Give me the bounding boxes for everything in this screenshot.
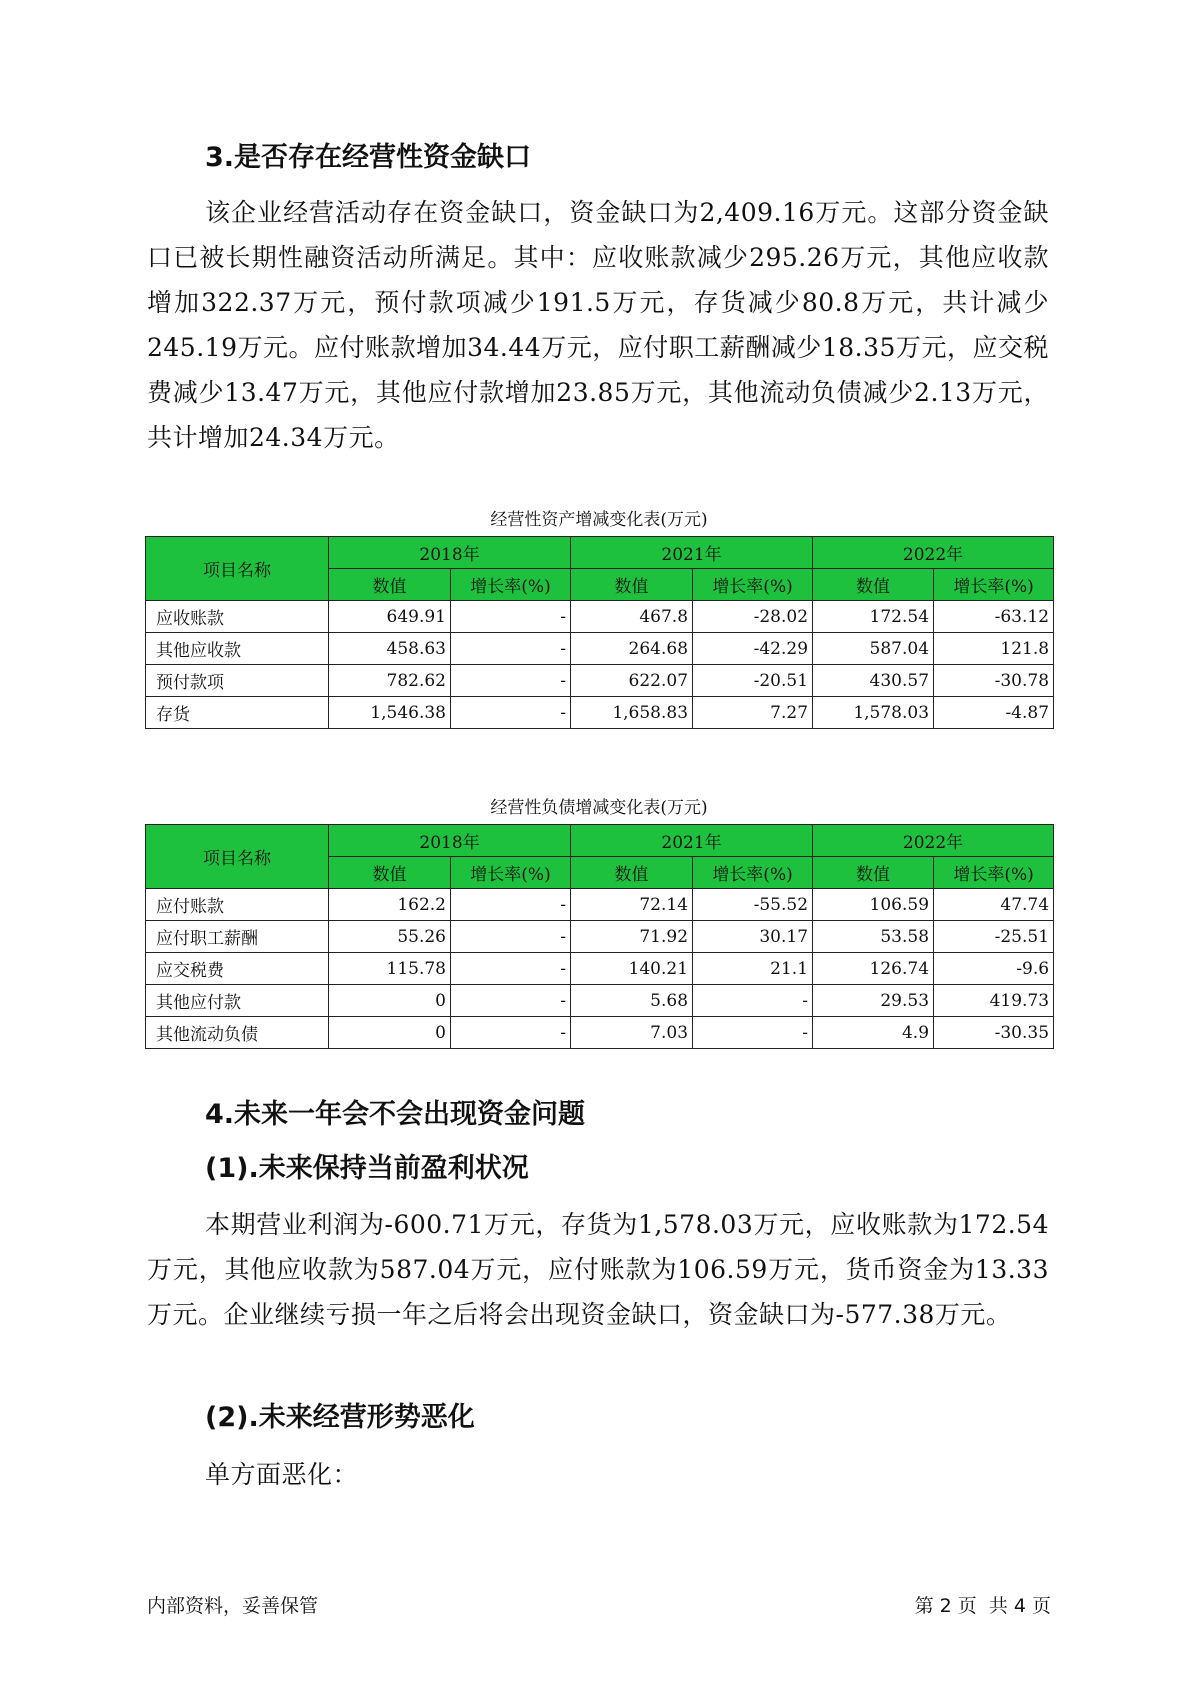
value-header: 数值 (571, 569, 693, 601)
value-header: 数值 (329, 569, 451, 601)
section-4-1-heading: (1).未来保持当前盈利状况 (205, 1153, 529, 1184)
item-name-cell: 存货 (146, 697, 329, 729)
item-name-header: 项目名称 (146, 537, 329, 601)
year-header: 2021年 (571, 825, 813, 857)
item-name-cell: 其他应付款 (146, 985, 329, 1017)
value-cell: 5.68 (571, 985, 693, 1017)
value-cell: 1,578.03 (813, 697, 934, 729)
value-cell: 1,546.38 (329, 697, 451, 729)
growth-rate-cell: -30.78 (934, 665, 1054, 697)
growth-rate-header: 增长率(%) (693, 857, 813, 889)
growth-rate-cell: 121.8 (934, 633, 1054, 665)
value-header: 数值 (571, 857, 693, 889)
growth-rate-header: 增长率(%) (693, 569, 813, 601)
section-4-1-paragraph: 本期营业利润为-600.71万元，存货为1,578.03万元，应收账款为172.54万元，其他应收款为587.04万元，应付账款为106.59万元，货币资金为13.33万元。企业继续亏损一年之后将会出现资金缺口，资金缺口为-577.38万元。 (147, 1210, 1049, 1329)
value-cell: 72.14 (571, 889, 693, 921)
growth-rate-cell: 47.74 (934, 889, 1054, 921)
growth-rate-cell: -42.29 (693, 633, 813, 665)
value-cell: 53.58 (813, 921, 934, 953)
growth-rate-cell: -25.51 (934, 921, 1054, 953)
growth-rate-cell: 7.27 (693, 697, 813, 729)
growth-rate-header: 增长率(%) (934, 569, 1054, 601)
item-name-cell: 其他应收款 (146, 633, 329, 665)
table-row (146, 697, 1054, 729)
item-name-cell: 其他流动负债 (146, 1017, 329, 1049)
value-cell: 172.54 (813, 601, 934, 633)
value-cell: 649.91 (329, 601, 451, 633)
section-4-2-heading: (2).未来经营形势恶化 (205, 1402, 475, 1433)
item-name-cell: 应付账款 (146, 889, 329, 921)
value-cell: 140.21 (571, 953, 693, 985)
value-cell: 1,658.83 (571, 697, 693, 729)
value-header: 数值 (813, 569, 934, 601)
section-4-heading: 4.未来一年会不会出现资金问题 (205, 1099, 586, 1130)
item-name-cell: 应交税费 (146, 953, 329, 985)
value-cell: 264.68 (571, 633, 693, 665)
growth-rate-header: 增长率(%) (451, 857, 571, 889)
table-row (146, 985, 1054, 1017)
growth-rate-cell: - (451, 633, 571, 665)
value-cell: 782.62 (329, 665, 451, 697)
section-3-paragraph: 该企业经营活动存在资金缺口，资金缺口为2,409.16万元。这部分资金缺口已被长期性融资活动所满足。其中：应收账款减少295.26万元，其他应收款增加322.37万元，预付款项减少191.5万元，存货减少80.8万元，共计减少245.19万元。应付账款增加34.44万元，应付职工薪酬减少18.35万元，应交税费减少13.47万元，其他应付款增加23.85万元，其他流动负债减少2.13万元，共计增加24.34万元。 (147, 198, 1049, 452)
section-3-heading: 3.是否存在经营性资金缺口 (205, 142, 532, 173)
growth-rate-cell: - (693, 985, 813, 1017)
growth-rate-cell: 419.73 (934, 985, 1054, 1017)
value-cell: 0 (329, 985, 451, 1017)
growth-rate-cell: 30.17 (693, 921, 813, 953)
value-cell: 55.26 (329, 921, 451, 953)
value-cell: 106.59 (813, 889, 934, 921)
value-cell: 458.63 (329, 633, 451, 665)
growth-rate-cell: -20.51 (693, 665, 813, 697)
growth-rate-cell: - (451, 985, 571, 1017)
value-cell: 622.07 (571, 665, 693, 697)
growth-rate-cell: - (451, 953, 571, 985)
growth-rate-cell: -28.02 (693, 601, 813, 633)
value-cell: 7.03 (571, 1017, 693, 1049)
liabilities-change-table (145, 824, 1054, 1049)
table-row (146, 1017, 1054, 1049)
value-cell: 115.78 (329, 953, 451, 985)
year-header: 2018年 (329, 537, 571, 569)
growth-rate-cell: -30.35 (934, 1017, 1054, 1049)
year-header: 2022年 (813, 825, 1054, 857)
growth-rate-cell: - (451, 665, 571, 697)
table-row (146, 601, 1054, 633)
value-cell: 467.8 (571, 601, 693, 633)
item-name-header: 项目名称 (146, 825, 329, 889)
value-cell: 430.57 (813, 665, 934, 697)
growth-rate-cell: - (451, 1017, 571, 1049)
value-cell: 0 (329, 1017, 451, 1049)
growth-rate-cell: - (451, 921, 571, 953)
table-row (146, 665, 1054, 697)
assets-table-caption: 经营性资产增减变化表(万元) (490, 510, 708, 530)
growth-rate-cell: -55.52 (693, 889, 813, 921)
assets-change-table (145, 536, 1054, 729)
value-cell: 162.2 (329, 889, 451, 921)
value-cell: 587.04 (813, 633, 934, 665)
table-row (146, 633, 1054, 665)
liabilities-table-caption: 经营性负债增减变化表(万元) (490, 798, 708, 818)
item-name-cell: 预付款项 (146, 665, 329, 697)
footer-confidential-note: 内部资料，妥善保管 (147, 1595, 319, 1617)
value-cell: 71.92 (571, 921, 693, 953)
growth-rate-header: 增长率(%) (934, 857, 1054, 889)
item-name-cell: 应付职工薪酬 (146, 921, 329, 953)
value-cell: 126.74 (813, 953, 934, 985)
section-4-2-paragraph: 单方面恶化： (205, 1460, 359, 1489)
value-cell: 29.53 (813, 985, 934, 1017)
table-row (146, 953, 1054, 985)
growth-rate-cell: -9.6 (934, 953, 1054, 985)
growth-rate-cell: - (451, 697, 571, 729)
growth-rate-cell: - (451, 601, 571, 633)
liabilities-table-body (146, 889, 1054, 1049)
value-cell: 4.9 (813, 1017, 934, 1049)
growth-rate-cell: -4.87 (934, 697, 1054, 729)
growth-rate-cell: - (693, 1017, 813, 1049)
growth-rate-cell: -63.12 (934, 601, 1054, 633)
item-name-cell: 应收账款 (146, 601, 329, 633)
growth-rate-header: 增长率(%) (451, 569, 571, 601)
footer-page-number: 第 2 页 共 4 页 (914, 1595, 1051, 1617)
table-row (146, 921, 1054, 953)
year-header: 2021年 (571, 537, 813, 569)
year-header: 2022年 (813, 537, 1054, 569)
assets-table-body (146, 601, 1054, 729)
year-header: 2018年 (329, 825, 571, 857)
table-row (146, 889, 1054, 921)
value-header: 数值 (329, 857, 451, 889)
growth-rate-cell: - (451, 889, 571, 921)
growth-rate-cell: 21.1 (693, 953, 813, 985)
value-header: 数值 (813, 857, 934, 889)
